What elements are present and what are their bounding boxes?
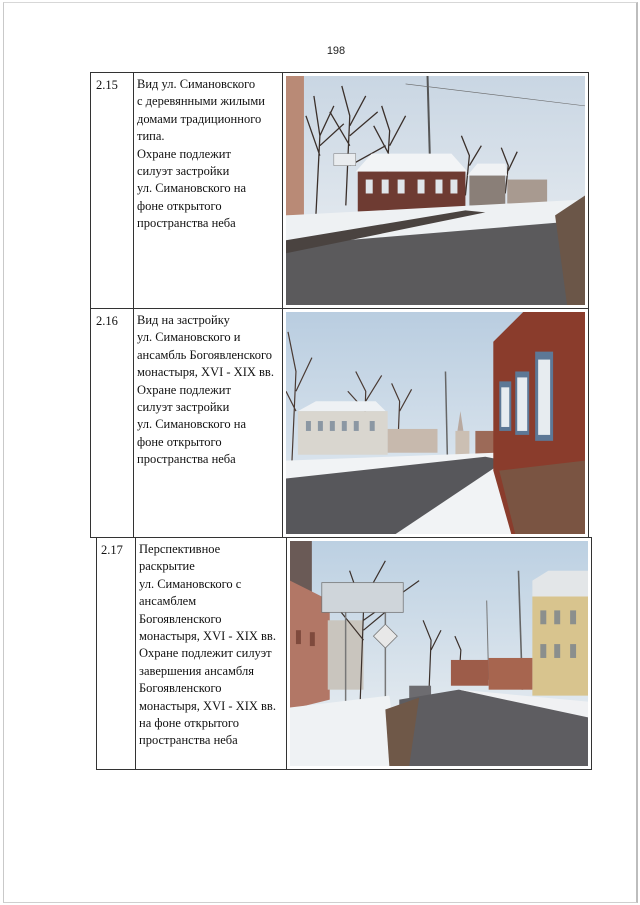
street-photo-wooden-houses (286, 76, 585, 305)
street-photo-monastery-view (286, 312, 585, 534)
row-number: 2.15 (90, 72, 134, 309)
photo-cell (286, 537, 592, 770)
street-photo-monastery-perspective (290, 541, 588, 766)
row-number: 2.17 (96, 537, 136, 770)
row-description: Вид ул. Симановского с деревянными жилыми домами традиционного типа. Охране подлежит силуэт застройки ул. Симановского на фоне открытого пространства неба (133, 72, 283, 309)
row-description: Перспективное раскрытие ул. Симановского с ансамблем Богоявленского монастыря, XVI - XIX вв. Охране подлежит силуэт завершения ансамбля Богоявленского монастыря, XVI - XIX вв. на фоне открытого пространства неба (135, 537, 287, 770)
photo-cell (282, 72, 589, 309)
page-number: 198 (326, 45, 346, 57)
row-number: 2.16 (90, 308, 134, 538)
photo-cell (282, 308, 589, 538)
row-description: Вид на застройку ул. Симановского и ансамбль Богоявленского монастыря, XVI - XIX вв. Охране подлежит силуэт застройки ул. Симановского на фоне открытого пространства неба (133, 308, 283, 538)
